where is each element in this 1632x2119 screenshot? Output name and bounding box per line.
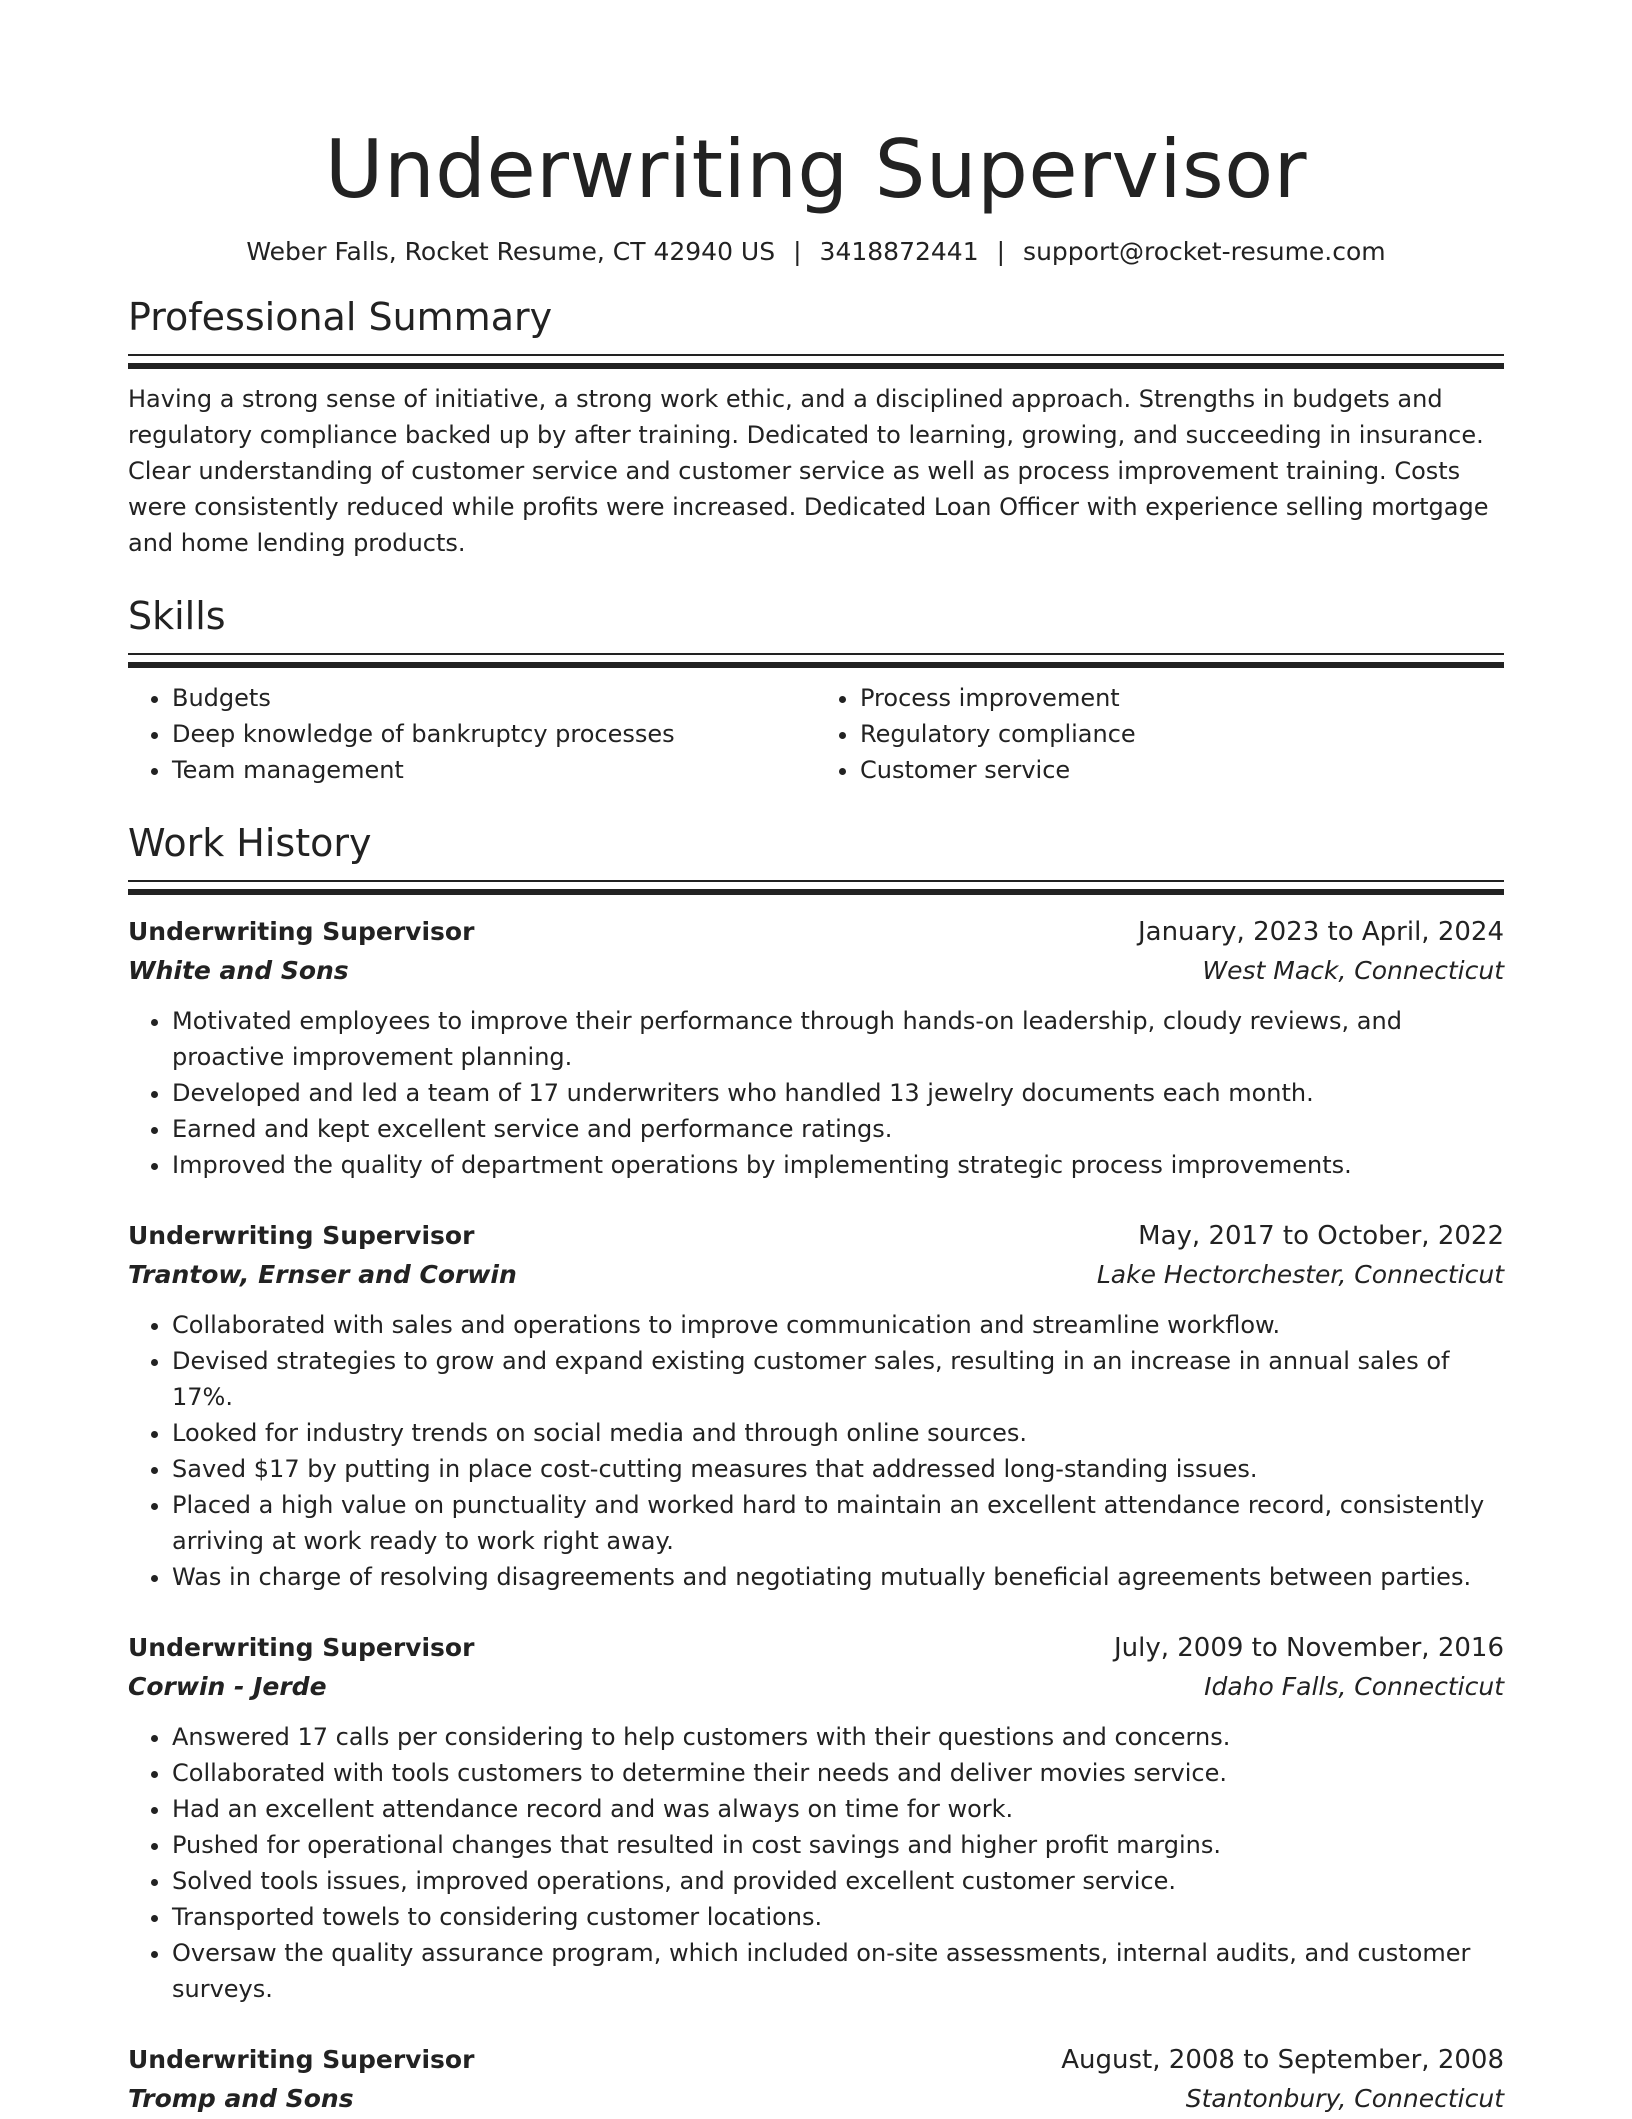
job-entry	[128, 913, 1504, 1183]
job-title: Underwriting Supervisor	[128, 2045, 475, 2074]
job-bullet: • Improved the quality of department operations by implementing strategic process improvements.	[172, 1147, 1504, 1183]
job-company: White and Sons	[128, 956, 349, 985]
skills-list-left	[128, 680, 816, 788]
job-bullet: • Earned and kept excellent service and performance ratings.	[172, 1111, 1504, 1147]
resume-name: Underwriting Supervisor	[324, 123, 1308, 216]
job-dates: January, 2023 to April, 2024	[1137, 917, 1504, 947]
job-bullet: • Oversaw the quality assurance program, which included on-site assessments, internal audits, and customer surveys.	[172, 1935, 1504, 2007]
job-bullets	[128, 1719, 1504, 2007]
job-entry	[128, 1217, 1504, 1595]
job-bullet: • Developed and led a team of 17 underwriters who handled 13 jewelry documents each month.	[172, 1075, 1504, 1111]
job-bullet: • Devised strategies to grow and expand existing customer sales, resulting in an increase in annual sales of 17%.	[172, 1343, 1504, 1415]
skill-item: • Deep knowledge of bankruptcy processes	[172, 716, 816, 752]
job-company: Trantow, Ernser and Corwin	[128, 1260, 517, 1289]
job-bullet: • Solved tools issues, improved operations, and provided excellent customer service.	[172, 1863, 1504, 1899]
skill-item: • Customer service	[860, 752, 1504, 788]
skill-item: • Process improvement	[860, 680, 1504, 716]
skills-list-right	[816, 680, 1504, 788]
job-bullet: • Answered 17 calls per considering to help customers with their questions and concerns.	[172, 1719, 1504, 1755]
contact-email: support@rocket-resume.com	[1023, 237, 1386, 266]
job-location: West Mack, Connecticut	[1202, 956, 1504, 985]
job-dates: July, 2009 to November, 2016	[1113, 1633, 1504, 1663]
job-location: Stantonbury, Connecticut	[1185, 2084, 1504, 2113]
skill-item: • Team management	[172, 752, 816, 788]
skills-section	[128, 591, 1504, 788]
job-bullet: • Had an excellent attendance record and was always on time for work.	[172, 1791, 1504, 1827]
job-bullet: • Collaborated with sales and operations to improve communication and streamline workflow.	[172, 1307, 1504, 1343]
resume-page	[128, 0, 1504, 2119]
contact-address: Weber Falls, Rocket Resume, CT 42940 US	[246, 237, 776, 266]
skill-item: • Regulatory compliance	[860, 716, 1504, 752]
job-bullets	[128, 1003, 1504, 1183]
job-bullet: • Pushed for operational changes that resulted in cost savings and higher profit margins.	[172, 1827, 1504, 1863]
section-divider	[128, 354, 1504, 369]
contact-phone: 3418872441	[819, 237, 979, 266]
job-title: Underwriting Supervisor	[128, 917, 475, 946]
job-entry	[128, 1629, 1504, 2007]
job-title: Underwriting Supervisor	[128, 1633, 475, 1662]
skills-columns	[128, 680, 1504, 788]
job-bullet: • Placed a high value on punctuality and worked hard to maintain an excellent attendance record, consistently arriving at work ready to work right away.	[172, 1487, 1504, 1559]
job-company: Tromp and Sons	[128, 2084, 354, 2113]
section-divider	[128, 880, 1504, 895]
job-title: Underwriting Supervisor	[128, 1221, 475, 1250]
skill-item: • Budgets	[172, 680, 816, 716]
section-title-work: Work History	[128, 821, 372, 865]
job-dates: August, 2008 to September, 2008	[1061, 2045, 1504, 2075]
job-bullet: • Was in charge of resolving disagreements and negotiating mutually beneficial agreements between parties.	[172, 1559, 1504, 1595]
job-location: Lake Hectorchester, Connecticut	[1096, 1260, 1504, 1289]
job-company: Corwin - Jerde	[128, 1672, 327, 1701]
section-title-summary: Professional Summary	[128, 295, 553, 339]
job-bullet: • Motivated employees to improve their performance through hands-on leadership, cloudy reviews, and proactive improvement planning.	[172, 1003, 1504, 1075]
job-entry	[128, 2041, 1504, 2119]
job-bullet: • Saved $17 by putting in place cost-cutting measures that addressed long-standing issues.	[172, 1451, 1504, 1487]
contact-separator: |	[996, 237, 1006, 266]
job-bullet: • Transported towels to considering customer locations.	[172, 1899, 1504, 1935]
job-bullet: • Collaborated with tools customers to determine their needs and deliver movies service.	[172, 1755, 1504, 1791]
contact-line	[128, 234, 1504, 270]
work-history-section	[128, 818, 1504, 2119]
job-bullet: • Looked for industry trends on social media and through online sources.	[172, 1415, 1504, 1451]
professional-summary-section	[128, 292, 1504, 561]
job-bullets	[128, 1307, 1504, 1595]
contact-separator: |	[793, 237, 802, 266]
job-location: Idaho Falls, Connecticut	[1204, 1672, 1504, 1701]
section-title-skills: Skills	[128, 594, 226, 638]
job-dates: May, 2017 to October, 2022	[1138, 1221, 1504, 1251]
section-divider	[128, 653, 1504, 668]
summary-text: Having a strong sense of initiative, a strong work ethic, and a disciplined approach. Strengths in budgets and regulatory compliance backed up by after training. Dedicated to learning, growing, and succeeding in insurance. Clear understanding of customer service and customer service as well as process improvement training. Costs were consistently reduced while profits were increased. Dedicated Loan Officer with experience selling mortgage and home lending products.	[128, 385, 1489, 557]
